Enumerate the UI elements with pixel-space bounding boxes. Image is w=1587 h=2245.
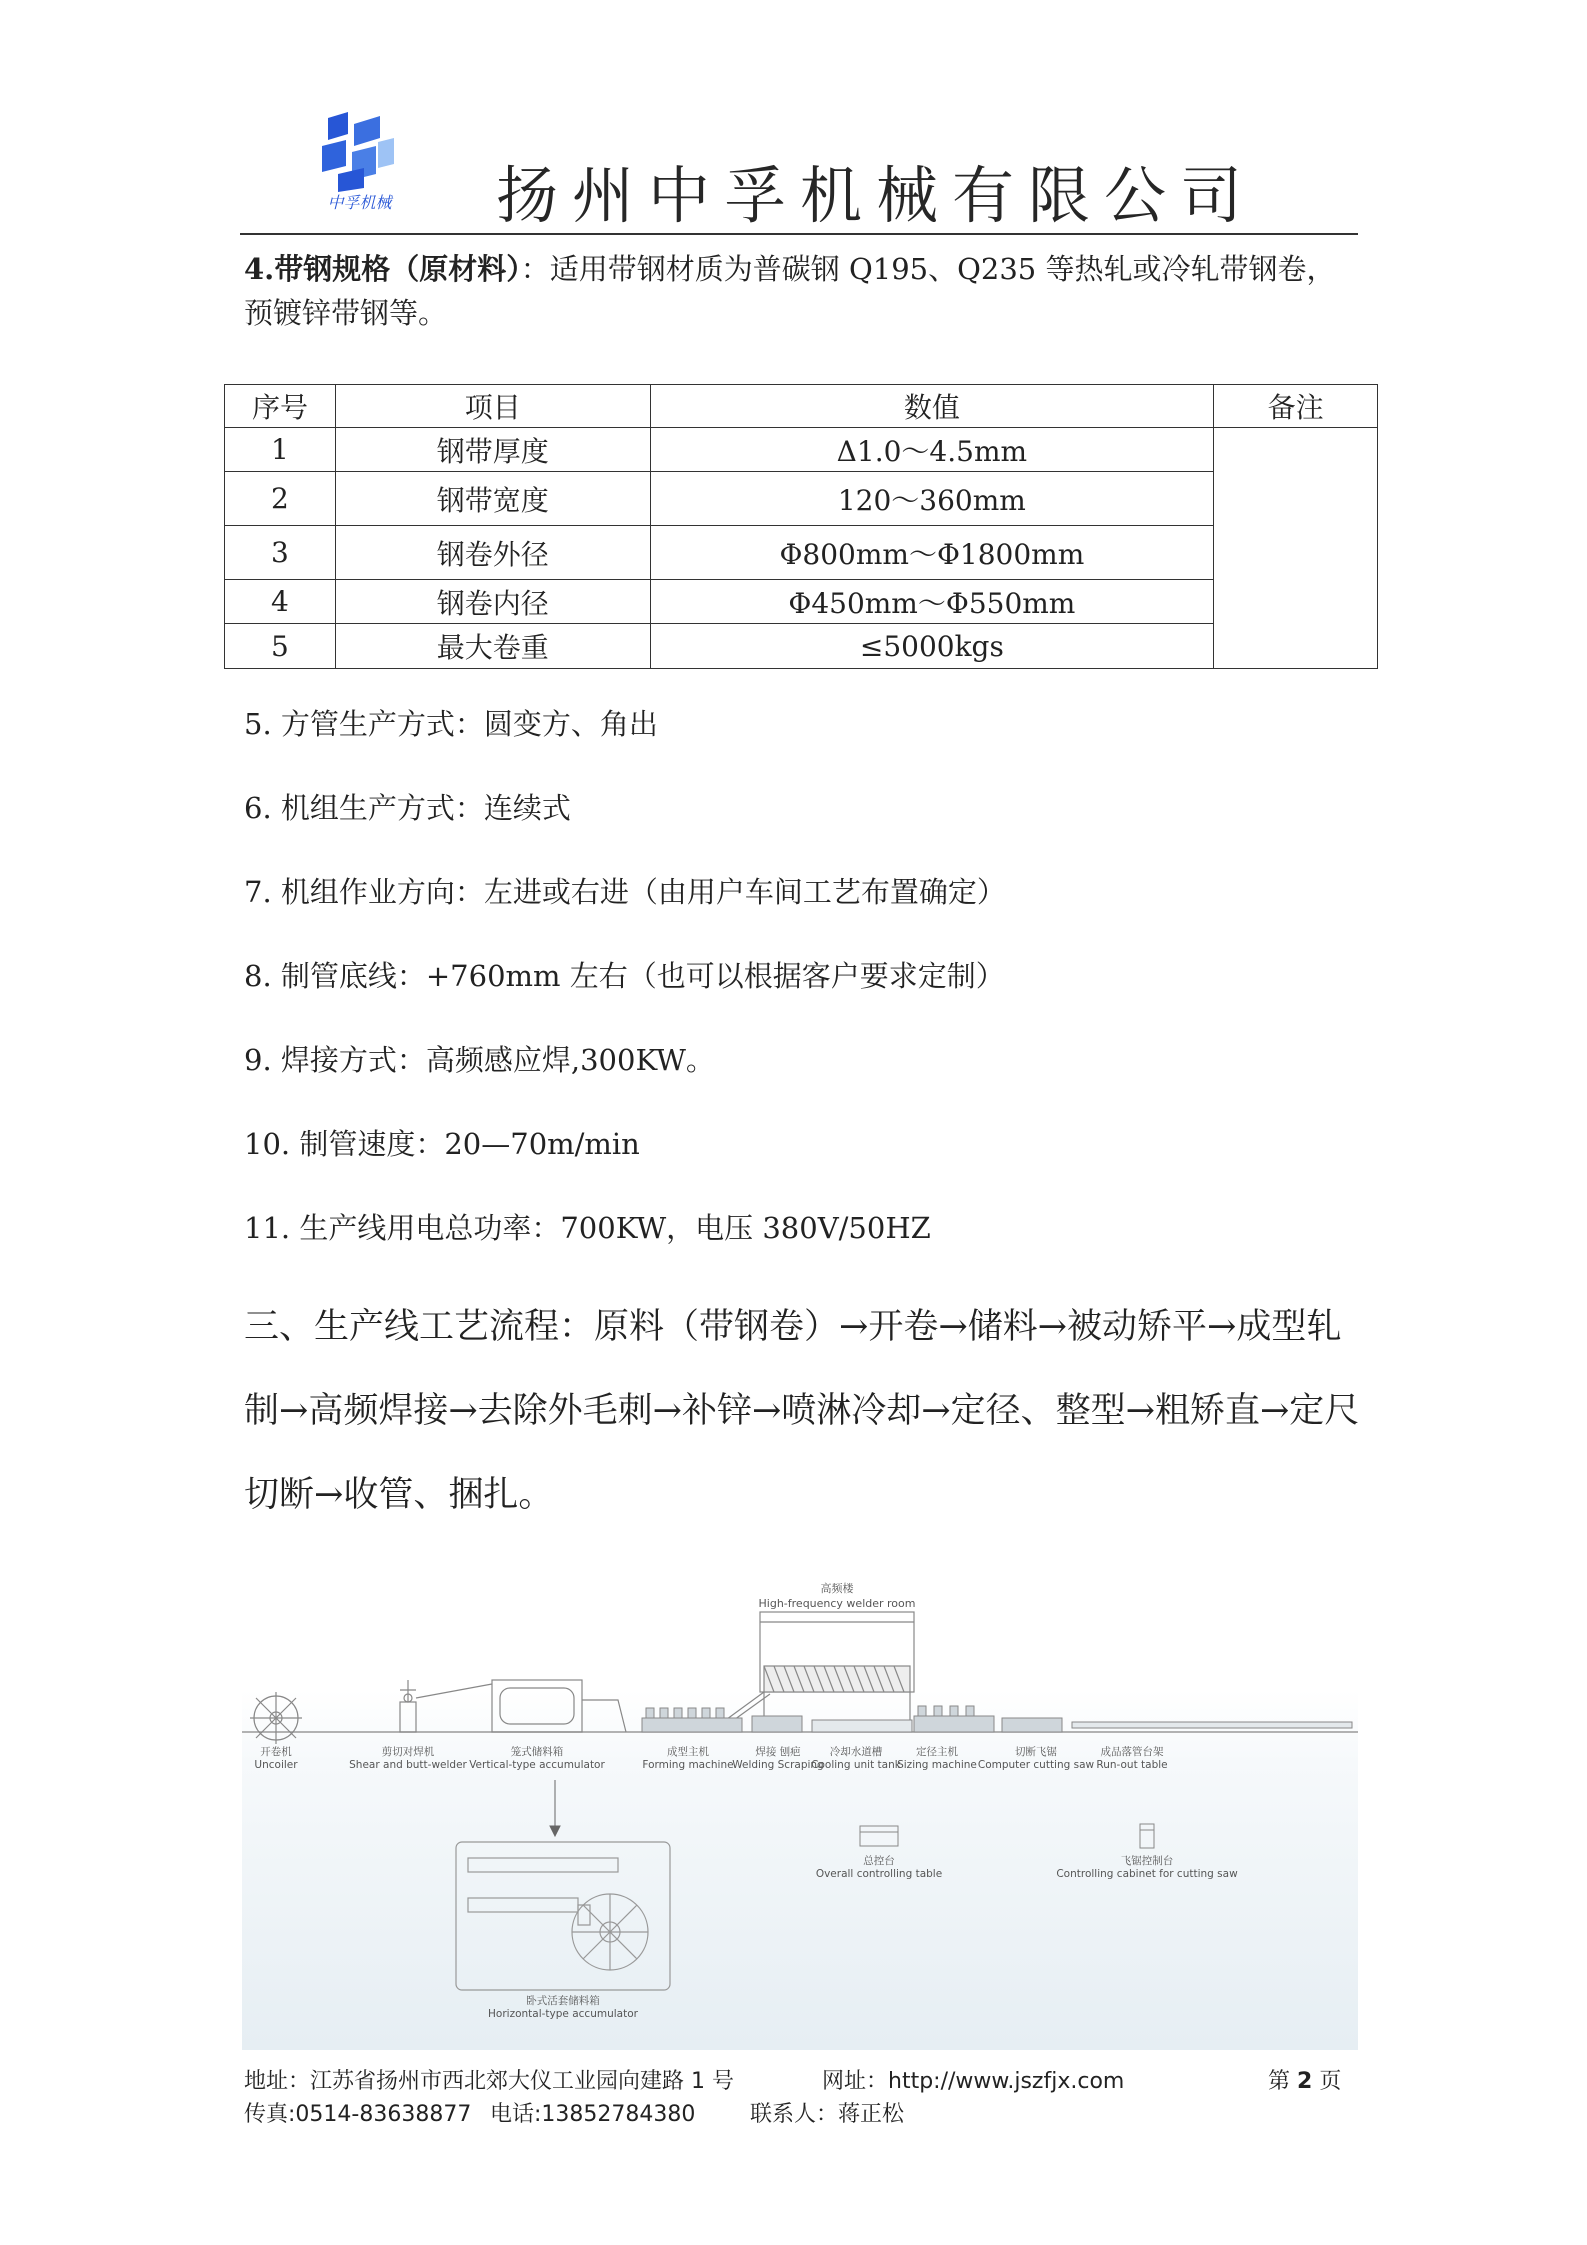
cell-no: 1 (225, 428, 336, 472)
station-shear-cn: 剪切对焊机 (381, 1746, 435, 1758)
welder-room-cn: 高频楼 (820, 1582, 854, 1595)
cell-item: 钢卷外径 (335, 526, 650, 580)
table-row (225, 580, 1378, 624)
cell-item: 钢带宽度 (335, 472, 650, 526)
page-number: 2 (1297, 2069, 1313, 2094)
saw-cabinet-cn: 飞锯控制台 (1120, 1855, 1174, 1867)
cell-no: 4 (225, 580, 336, 624)
station-shear-en: Shear and butt-welder (349, 1759, 467, 1771)
process-flow (244, 1285, 1364, 1537)
station-forming-cn: 成型主机 (667, 1746, 709, 1758)
company-logo (318, 112, 396, 192)
production-line-diagram (242, 1580, 1358, 2050)
control-table-cn: 总控台 (863, 1855, 895, 1867)
spec-table (224, 384, 1378, 669)
station-uncoiler-cn: 开卷机 (260, 1746, 292, 1758)
station-welding-cn: 焊接 刨疤 (755, 1746, 801, 1758)
cell-value: 120～360mm (650, 472, 1214, 526)
station-sizing-en: Sizing machine (897, 1759, 977, 1771)
footer-website: 网址：http://www.jszfjx.com (822, 2069, 1125, 2094)
cell-item: 最大卷重 (335, 624, 650, 669)
table-row (225, 624, 1378, 669)
station-vertical-acc-en: Vertical-type accumulator (469, 1759, 605, 1771)
item-production-mode: 6. 机组生产方式：连续式 (244, 791, 571, 825)
station-saw-cn: 切断飞锯 (1015, 1746, 1057, 1758)
cell-value: Φ800mm～Φ1800mm (650, 526, 1214, 580)
cell-no: 3 (225, 526, 336, 580)
strip-spec-lead: 4.带钢规格（原材料） (244, 252, 521, 286)
item-baseline: 8. 制管底线：+760mm 左右（也可以根据客户要求定制） (244, 959, 1005, 993)
station-welding-en: Welding Scraping (732, 1759, 824, 1771)
process-lead: 三、生产线工艺流程： (244, 1307, 595, 1347)
horizontal-acc-cn: 卧式活套储料箱 (526, 1995, 600, 2007)
footer-page (1268, 2064, 1341, 2095)
footer-fax: 传真:0514-83638877 (244, 2102, 472, 2127)
footer-address: 地址：江苏省扬州市西北郊大仪工业园向建路 1 号 (244, 2069, 734, 2094)
cell-no: 5 (225, 624, 336, 669)
company-name: 扬州中孚机械有限公司 (496, 159, 1257, 232)
station-vertical-acc-cn: 笼式储料箱 (510, 1746, 564, 1758)
header-item: 项目 (335, 385, 650, 428)
cell-value: Δ1.0～4.5mm (650, 428, 1214, 472)
saw-cabinet-en: Controlling cabinet for cutting saw (1056, 1868, 1238, 1880)
item-welding: 9. 焊接方式：高频感应焊,300KW。 (244, 1043, 715, 1077)
cell-value: Φ450mm～Φ550mm (650, 580, 1214, 624)
header-remark: 备注 (1214, 385, 1378, 428)
cell-item: 钢带厚度 (335, 428, 650, 472)
header-rule (240, 233, 1358, 235)
welder-room-en: High-frequency welder room (758, 1597, 916, 1610)
table-header-row (225, 385, 1378, 428)
logo-caption: 中孚机械 (327, 193, 392, 212)
station-runout-en: Run-out table (1096, 1759, 1168, 1771)
header-value: 数值 (650, 385, 1214, 428)
cell-value: ≤5000kgs (650, 624, 1214, 669)
cell-no: 2 (225, 472, 336, 526)
station-sizing-cn: 定径主机 (916, 1746, 958, 1758)
item-direction: 7. 机组作业方向：左进或右进（由用户车间工艺布置确定） (244, 875, 1006, 909)
page-suffix: 页 (1319, 2069, 1342, 2094)
uncoiler-machine (250, 1692, 302, 1744)
station-forming-en: Forming machine (642, 1759, 734, 1771)
station-cooling-cn: 冷却水道槽 (829, 1746, 883, 1758)
horizontal-acc-en: Horizontal-type accumulator (488, 2008, 638, 2020)
strip-spec-intro (244, 247, 1358, 335)
header-no: 序号 (225, 385, 336, 428)
cell-item: 钢卷内径 (335, 580, 650, 624)
footer-phone: 电话:13852784380 (490, 2102, 696, 2127)
item-power: 11. 生产线用电总功率：700KW，电压 380V/50HZ (244, 1211, 931, 1245)
cell-remark (1214, 428, 1378, 669)
station-uncoiler-en: Uncoiler (254, 1759, 298, 1771)
footer-contact: 联系人：蒋正松 (750, 2102, 905, 2127)
table-row (225, 472, 1378, 526)
table-row (225, 428, 1378, 472)
station-cooling-en: Cooling unit tank (811, 1759, 901, 1771)
item-speed: 10. 制管速度：20—70m/min (244, 1127, 640, 1161)
station-saw-en: Computer cutting saw (977, 1759, 1095, 1771)
control-table-en: Overall controlling table (815, 1868, 943, 1880)
table-row (225, 526, 1378, 580)
item-square-tube: 5. 方管生产方式：圆变方、角出 (244, 707, 658, 741)
strip-spec-text: ：适用带钢材质为普碳钢 Q195、Q235 等热轧或冷轧带钢卷，预镀锌带钢等。 (244, 252, 1336, 330)
station-runout-cn: 成品落管台架 (1100, 1746, 1164, 1758)
page-prefix: 第 (1268, 2069, 1291, 2094)
process-text: 原料（带钢卷）→开卷→储料→被动矫平→成型轧制→高频焊接→去除外毛刺→补锌→喷淋冷却→定径、整型→粗矫直→定尺切断→收管、捆扎。 (244, 1307, 1360, 1515)
